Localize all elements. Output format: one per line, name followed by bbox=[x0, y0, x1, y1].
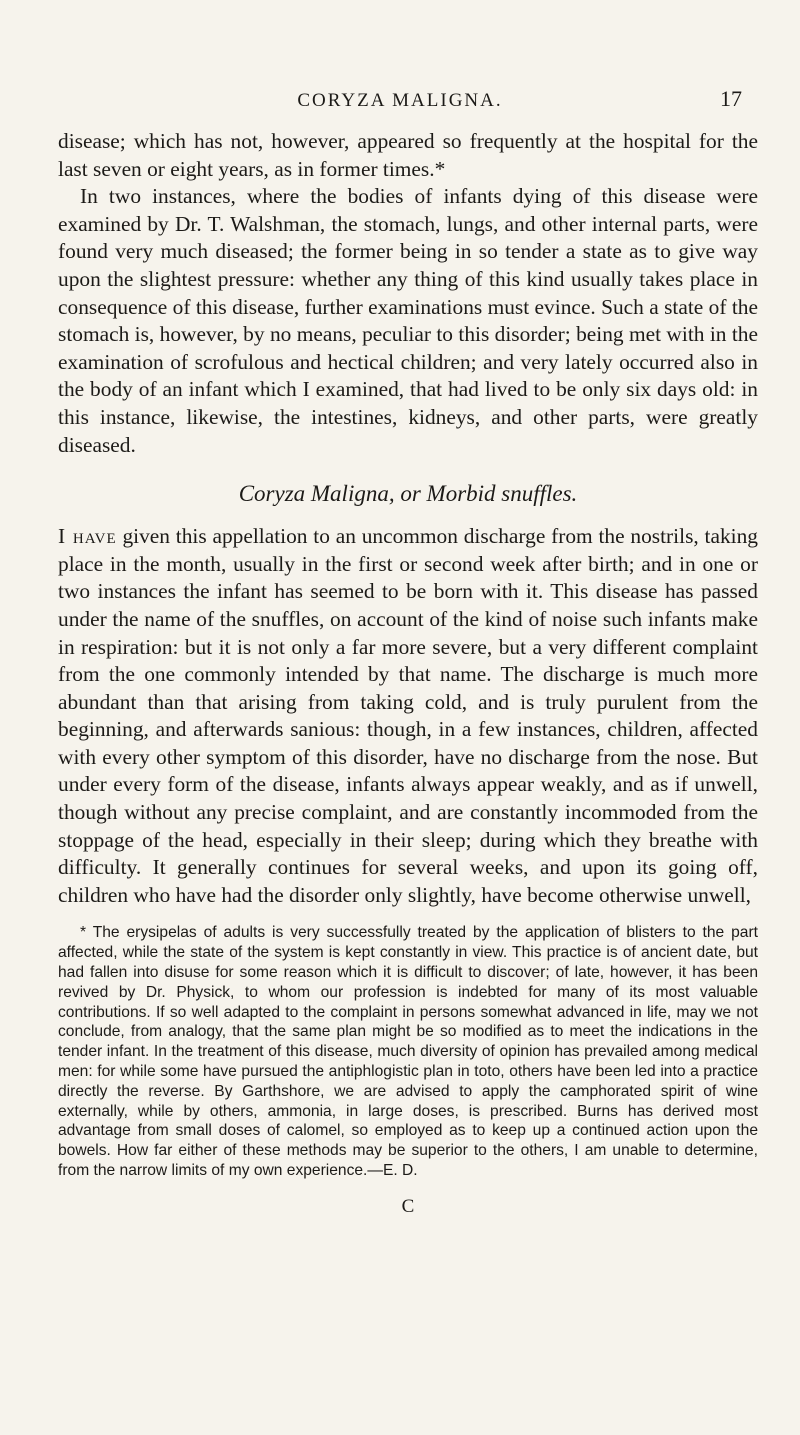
lead-word: I have bbox=[58, 524, 117, 549]
footnote: * The erysipelas of adults is very successfully treated by the application of blisters to the part affected, while the state of the system is kept constantly in view. This practice is of ancient date, but had fallen into disuse for some reason which it is difficult to discover; of late, however, it has been revived by Dr. Physick, to whom our profession is indebted for many of its most valuable contributions. If so well adapted to the complaint in persons somewhat advanced in life, may we not conclude, from analogy, that the same plan might be so modified as to meet the indications in the tender infant. In the treatment of this disease, much diversity of opinion has prevailed among medical men: for while some have pursued the antiphlogistic plan in toto, others have been led into a practice directly the reverse. By Garthshore, we are advised to apply the camphorated spirit of wine externally, while by others, ammonia, in large doses, is prescribed. Burns has derived most advantage from small doses of calomel, so employed as to keep up a continued action upon the bowels. How far either of these methods may be superior to the others, I am unable to determine, from the narrow limits of my own experience.—E. D. bbox=[58, 924, 758, 1179]
paragraph-coryza-body: given this appellation to an uncommon discharge from the nostrils, taking place in the month, usually in the first or second week after birth; and in one or two instances the infant has seemed to be born with it. This disease has passed under the name of the snuffles, on account of the kind of noise such infants make in respiration: but it is not only a far more severe, but a very different complaint from the one commonly intended by that name. The discharge is much more abundant than that arising from taking cold, and is truly purulent from the beginning, and afterwards sanious: though, in a few instances, children, affected with every other symptom of this disorder, have no discharge from the nose. But under every form of the disease, infants always appear weakly, and as if unwell, though without any precise complaint, and are constantly incommoded from the stoppage of the head, especially in their sleep; during which they breathe with difficulty. It generally continues for several weeks, and upon its going off, children who have had the disorder only slightly, have become otherwise unwell, bbox=[58, 524, 758, 907]
page-number: 17 bbox=[720, 86, 742, 111]
running-head bbox=[0, 86, 800, 120]
running-title: CORYZA MALIGNA. bbox=[297, 90, 503, 111]
signature-mark: C bbox=[401, 1196, 415, 1218]
body-text bbox=[58, 128, 758, 1218]
paragraph-coryza bbox=[58, 523, 758, 909]
paragraph-continued: disease; which has not, however, appeared so frequently at the hospital for the last seven or eight years, as in former times.* bbox=[58, 129, 758, 181]
section-heading: Coryza Maligna, or Morbid snuffles. bbox=[238, 481, 578, 507]
paragraph-autopsy: In two instances, where the bodies of infants dying of this disease were examined by Dr. T. Walshman, the stomach, lungs, and other internal parts, were found very much diseased; the former being in so tender a state as to give way upon the slightest pressure: whether any thing of this kind usually takes place in consequence of this disease, further examinations must evince. Such a state of the stomach is, however, by no means, peculiar to this disorder; being met with in the examination of scrofulous and hectical children; and very lately occurred also in the body of an infant which I examined, that had lived to be only six days old: in this instance, likewise, the intestines, kidneys, and other parts, were greatly diseased. bbox=[58, 184, 758, 457]
